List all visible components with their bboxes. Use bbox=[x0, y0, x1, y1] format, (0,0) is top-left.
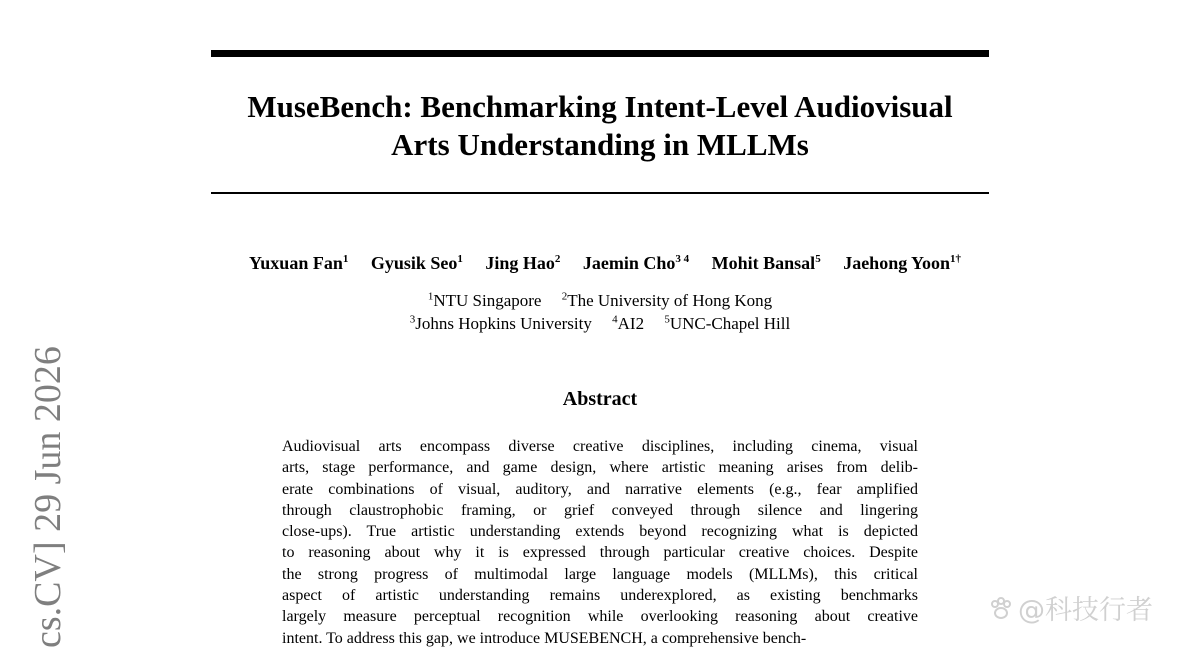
affiliation: $^5$UNC-Chapel Hill bbox=[664, 313, 791, 333]
abstract-line: Audiovisual arts encompass diverse creative disciplines, including cinema, visual bbox=[282, 438, 918, 455]
abstract-line: aspect of artistic understanding remains underexplored, as existing benchmarks bbox=[282, 587, 918, 605]
watermark-text: @科技行者 bbox=[1018, 595, 1153, 626]
abstract-line: erate combinations of visual, auditory, and narrative elements (e.g., fear amplified bbox=[282, 480, 918, 498]
author-list bbox=[180, 247, 1030, 275]
title-line-1: MuseBench: Benchmarking Intent-Level Audiovisual bbox=[247, 89, 953, 124]
author: Jaehong Yoon$^{1\dagger}$ bbox=[843, 253, 962, 273]
affiliation: $^2$The University of Hong Kong bbox=[561, 290, 773, 310]
affiliation: $^1$NTU Singapore bbox=[427, 290, 542, 310]
abstract-line: to reasoning about why it is expressed through particular creative choices. Despite bbox=[282, 544, 918, 562]
author: Jaemin Cho$^{3 4}$ bbox=[582, 253, 690, 273]
author: Yuxuan Fan$^1$ bbox=[248, 253, 349, 273]
watermark bbox=[988, 588, 1153, 627]
abstract-line: intent. To address this gap, we introduce MUSEBENCH, a comprehensive bench- bbox=[282, 629, 807, 647]
author: Mohit Bansal$^5$ bbox=[711, 253, 821, 273]
abstract-line: largely measure perceptual recognition while overlooking reasoning about creative bbox=[282, 608, 918, 626]
title-rule bbox=[211, 192, 989, 194]
paw-icon bbox=[988, 595, 1014, 621]
abstract-line: arts, stage performance, and game design, where artistic meaning arises from delib- bbox=[282, 459, 918, 477]
top-rule bbox=[211, 50, 989, 57]
abstract-body bbox=[282, 436, 918, 649]
paper-title bbox=[211, 88, 989, 164]
arxiv-stamp: cs.CV] 29 Jun 2026 bbox=[27, 346, 69, 648]
abstract-heading: Abstract bbox=[562, 388, 638, 410]
title-line-2: Arts Understanding in MLLMs bbox=[391, 127, 809, 162]
abstract-line: through claustrophobic framing, or grief conveyed through silence and lingering bbox=[282, 501, 918, 519]
affiliation: $^3$Johns Hopkins University bbox=[409, 313, 592, 333]
author: Gyusik Seo$^1$ bbox=[370, 253, 463, 273]
abstract-line: the strong progress of multimodal large language models (MLLMs), this critical bbox=[282, 565, 918, 583]
author: Jing Hao$^2$ bbox=[485, 253, 561, 273]
affiliations-line-2 bbox=[211, 308, 989, 335]
affiliation: $^4$AI2 bbox=[612, 313, 645, 333]
abstract-line: close-ups). True artistic understanding extends beyond recognizing what is depicted bbox=[282, 523, 918, 541]
